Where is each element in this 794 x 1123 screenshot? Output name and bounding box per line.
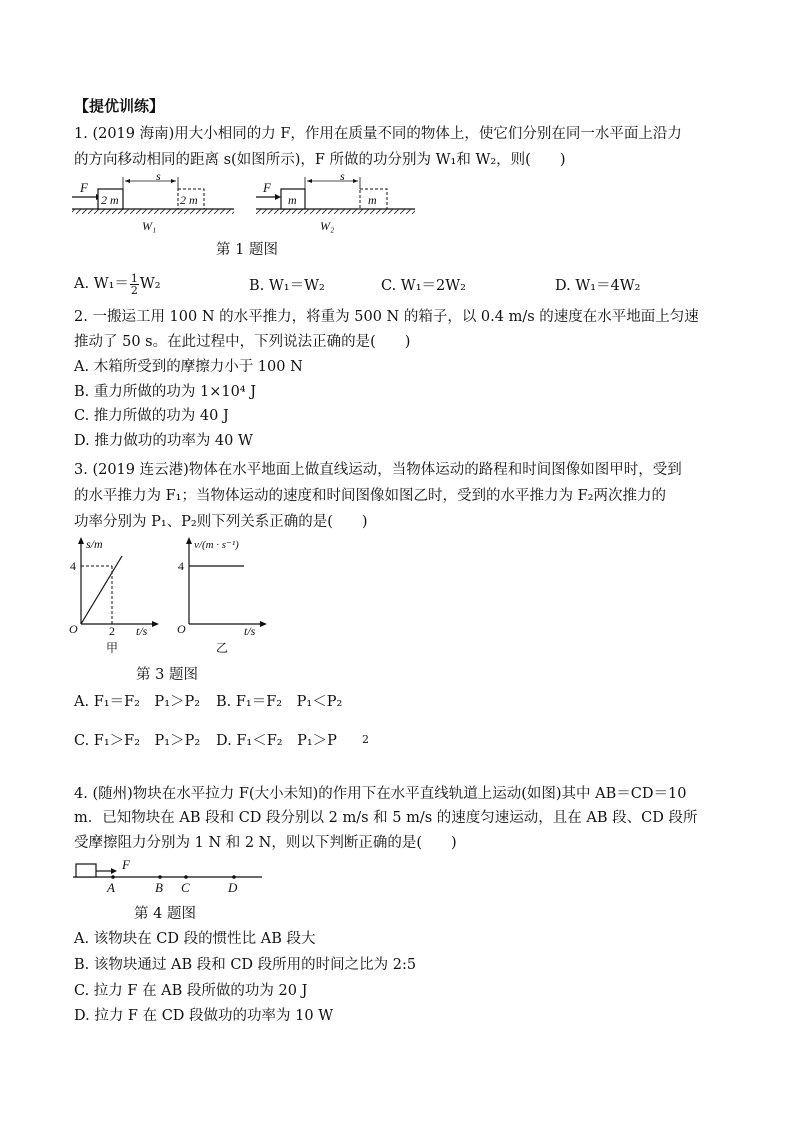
q3-option-c: C. F₁＞F₂ P₁＞P₂ bbox=[74, 733, 201, 749]
q1-figure bbox=[70, 169, 430, 238]
q4-point-b: B bbox=[155, 880, 163, 895]
q1-option-d: D. W₁＝4W₂ bbox=[555, 278, 641, 294]
q1-stem-line1: 1. (2019 海南)用大小相同的力 F，作用在质量不同的物体上，使它们分别在同一水平面上沿力 bbox=[74, 126, 682, 142]
q3-figure-caption: 第 3 题图 bbox=[136, 667, 198, 683]
q2-stem-line2: 推动了 50 s。在此过程中，下列说法正确的是( ) bbox=[74, 334, 411, 350]
q2-option-b: B. 重力所做的功为 1×10⁴ J bbox=[74, 384, 257, 400]
q4-option-b: B. 该物块通过 AB 段和 CD 段所用的时间之比为 2:5 bbox=[74, 957, 417, 973]
q1-option-a-prefix: A. W₁＝ bbox=[74, 276, 129, 292]
q3-option-d: D. F₁＜F₂ P₁＞P bbox=[216, 733, 337, 749]
q1-left-distance-label: s bbox=[156, 169, 161, 183]
q4-option-d: D. 拉力 F 在 CD 段做功的功率为 10 W bbox=[74, 1008, 334, 1024]
q1-option-b: B. W₁＝W₂ bbox=[249, 278, 325, 294]
q3-graph-b-ylabel: v/(m · s⁻¹) bbox=[194, 539, 239, 551]
q1-left-mass-label-dashed: 2 m bbox=[180, 193, 198, 207]
q3-graph-a-xlabel: t/s bbox=[136, 624, 148, 638]
q3-graph-a-origin: O bbox=[69, 622, 78, 636]
q1-option-a-numerator: 1 bbox=[130, 271, 138, 285]
q4-point-d: D bbox=[228, 880, 238, 895]
q1-option-a-denominator: 2 bbox=[130, 283, 138, 297]
q1-right-mass-label: m bbox=[288, 193, 297, 207]
q2-option-d: D. 推力做功的功率为 40 W bbox=[74, 433, 253, 449]
q3-graph-a-name: 甲 bbox=[106, 641, 119, 655]
q3-graph-a-ylabel: s/m bbox=[86, 537, 103, 551]
q1-left-force-label: F bbox=[80, 180, 88, 195]
q3-option-a: A. F₁＝F₂ P₁＞P₂ bbox=[74, 694, 201, 710]
q4-point-c: C bbox=[181, 880, 190, 895]
q1-option-a-fraction bbox=[130, 273, 139, 296]
q3-graph-b bbox=[176, 536, 286, 658]
q3-graph-b-name: 乙 bbox=[216, 641, 229, 655]
q1-right-force-label: F bbox=[263, 180, 271, 195]
q3-option-b: B. F₁＝F₂ P₁＜P₂ bbox=[216, 694, 343, 710]
q3-graph-b-xlabel: t/s bbox=[244, 624, 256, 638]
q1-right-distance-label: s bbox=[340, 169, 345, 183]
q3-graph-a bbox=[68, 536, 168, 658]
q4-stem-line3: 受摩擦阻力分别为 1 N 和 2 N，则以下判断正确的是( ) bbox=[74, 835, 457, 851]
q2-option-c: C. 推力所做的功为 40 J bbox=[74, 408, 229, 424]
q3-stem-line2: 的水平推力为 F₁；当物体运动的速度和时间图像如图乙时，受到的水平推力为 F₂两次推力的 bbox=[74, 488, 666, 504]
q1-option-a bbox=[74, 268, 161, 300]
q2-option-a: A. 木箱所受到的摩擦力小于 100 N bbox=[74, 359, 303, 375]
q1-option-c: C. W₁＝2W₂ bbox=[381, 278, 466, 294]
q3-graph-b-y-tick: 4 bbox=[178, 559, 184, 573]
q1-right-work-label: W₂ bbox=[320, 219, 335, 233]
q4-point-a: A bbox=[107, 880, 115, 895]
q4-option-a: A. 该物块在 CD 段的惯性比 AB 段大 bbox=[74, 931, 316, 947]
q1-right-mass-label-dashed: m bbox=[368, 193, 377, 207]
q3-stem-line3: 功率分别为 P₁、P₂则下列关系正确的是( ) bbox=[74, 514, 368, 530]
q2-stem-line1: 2. 一搬运工用 100 N 的水平推力，将重为 500 N 的箱子，以 0.4 m/s 的速度在水平地面上匀速 bbox=[74, 309, 699, 325]
q3-graph-b-origin: O bbox=[177, 622, 186, 636]
q4-option-c: C. 拉力 F 在 AB 段所做的功为 20 J bbox=[74, 983, 308, 999]
q1-figure-caption: 第 1 题图 bbox=[216, 242, 278, 258]
section-title: 【提优训练】 bbox=[74, 97, 165, 115]
q1-option-a-suffix: W₂ bbox=[139, 276, 161, 292]
q4-stem-line1: 4. (随州)物块在水平拉力 F(大小未知)的作用下在水平直线轨道上运动(如图)其中 AB＝CD＝10 bbox=[74, 786, 687, 802]
q4-force-label: F bbox=[122, 857, 130, 872]
q3-graph-a-x-tick: 2 bbox=[109, 624, 115, 638]
q3-stem-line1: 3. (2019 连云港)物体在水平地面上做直线运动，当物体运动的路程和时间图像如图甲时，受到 bbox=[74, 462, 682, 478]
q3-option-d-subscript: 2 bbox=[362, 733, 369, 746]
q4-figure bbox=[70, 856, 270, 898]
q3-graph-a-y-tick: 4 bbox=[70, 559, 76, 573]
q4-stem-line2: m．已知物块在 AB 段和 CD 段分别以 2 m/s 和 5 m/s 的速度匀速运动，且在 AB 段、CD 段所 bbox=[74, 810, 698, 826]
q1-left-mass-label: 2 m bbox=[101, 193, 119, 207]
q1-stem-line2: 的方向移动相同的距离 s(如图所示)，F 所做的功分别为 W₁和 W₂，则( ) bbox=[74, 152, 566, 168]
q1-left-work-label: W₁ bbox=[142, 219, 157, 233]
q4-figure-caption: 第 4 题图 bbox=[134, 906, 196, 922]
